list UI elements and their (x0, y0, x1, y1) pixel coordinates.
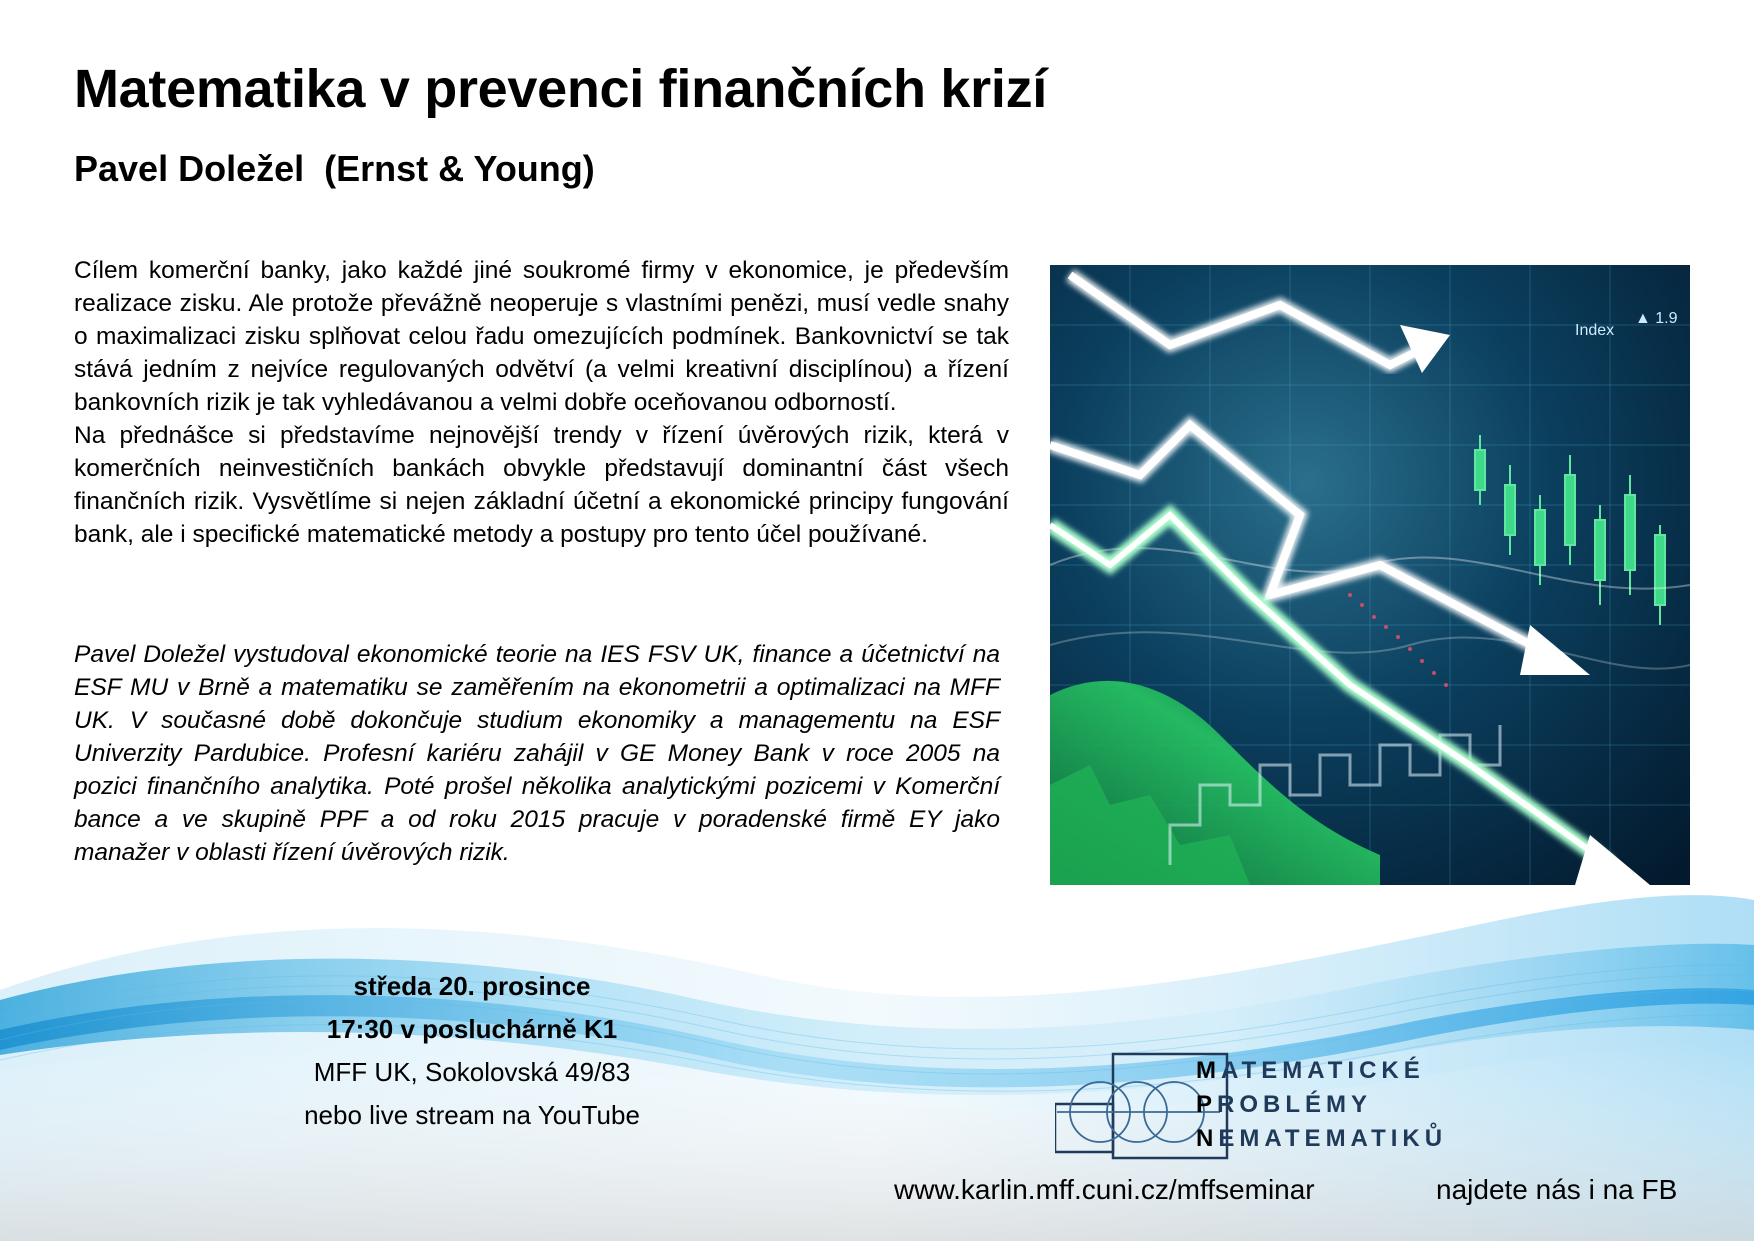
event-stream: nebo live stream na YouTube (304, 1100, 640, 1130)
abstract (74, 254, 1009, 551)
logo-line3-rest: EMATEMATIKŮ (1218, 1125, 1448, 1152)
logo-line1-initial: M (1196, 1057, 1221, 1084)
logo-line3-initial: N (1196, 1125, 1219, 1152)
event-time-place: 17:30 v posluchárně K1 (326, 1014, 618, 1044)
financial-chart-photo (1050, 265, 1690, 885)
logo-line2-initial: P (1196, 1091, 1218, 1118)
logo-line2-rest: ROBLÉMY (1217, 1091, 1373, 1118)
seminar-logo-text (1196, 1054, 1447, 1156)
abstract-paragraph-2: Na přednášce si představíme nejnovější trendy v řízení úvěrových rizik, která v komerčních neinvestičních bankách obvykle představují dominantní část všech finančních rizik. Vysvětlíme si nejen základní účetní a ekonomické principy fungování bank, ale i specifické matematické metody a postupy pro tento účel používané. (74, 422, 1009, 548)
event-date: středa 20. prosince (353, 971, 591, 1001)
speaker-name: Pavel Doležel (Ernst & Young) (74, 148, 595, 189)
facebook-note: najdete nás i na FB (1436, 1174, 1678, 1205)
page-title: Matematika v prevenci finančních krizí (74, 59, 1047, 119)
event-address: MFF UK, Sokolovská 49/83 (313, 1057, 631, 1087)
seminar-website-link[interactable]: www.karlin.mff.cuni.cz/mffseminar (894, 1174, 1315, 1205)
photo-index-value: ▲ 1.9 (1635, 310, 1678, 327)
abstract-paragraph-1: Cílem komerční banky, jako každé jiné soukromé firmy v ekonomice, je především realizace zisku. Ale protože převážně neoperuje s vlastními penězi, musí vedle snahy o maximalizaci zisku splňovat celou řadu omezujících podmínek. Bankovnictví se tak stává jedním z nejvíce regulovaných odvětví (a velmi kreativní disciplínou) a řízení bankovních rizik je tak vyhledávanou a velmi dobře oceňovanou odborností. (74, 257, 1009, 416)
logo-line1-rest: ATEMATICKÉ (1221, 1057, 1425, 1084)
event-info (212, 965, 732, 1137)
speaker-bio: Pavel Doležel vystudoval ekonomické teorie na IES FSV UK, finance a účetnictví na ESF MU v Brně a matematiku se zaměřením na ekonometrii a optimalizaci na MFF UK. V současné době dokončuje studium ekonomiky a managementu na ESF Univerzity Pardubice. Profesní kariéru zahájil v GE Money Bank v roce 2005 na pozici finančního analytika. Poté prošel několika analytickými pozicemi v Komerční bance a ve skupině PPF a od roku 2015 pracuje v poradenské firmě EY jako manažer v oblasti řízení úvěrových rizik. (74, 641, 1000, 866)
photo-index-label: Index (1575, 322, 1615, 339)
